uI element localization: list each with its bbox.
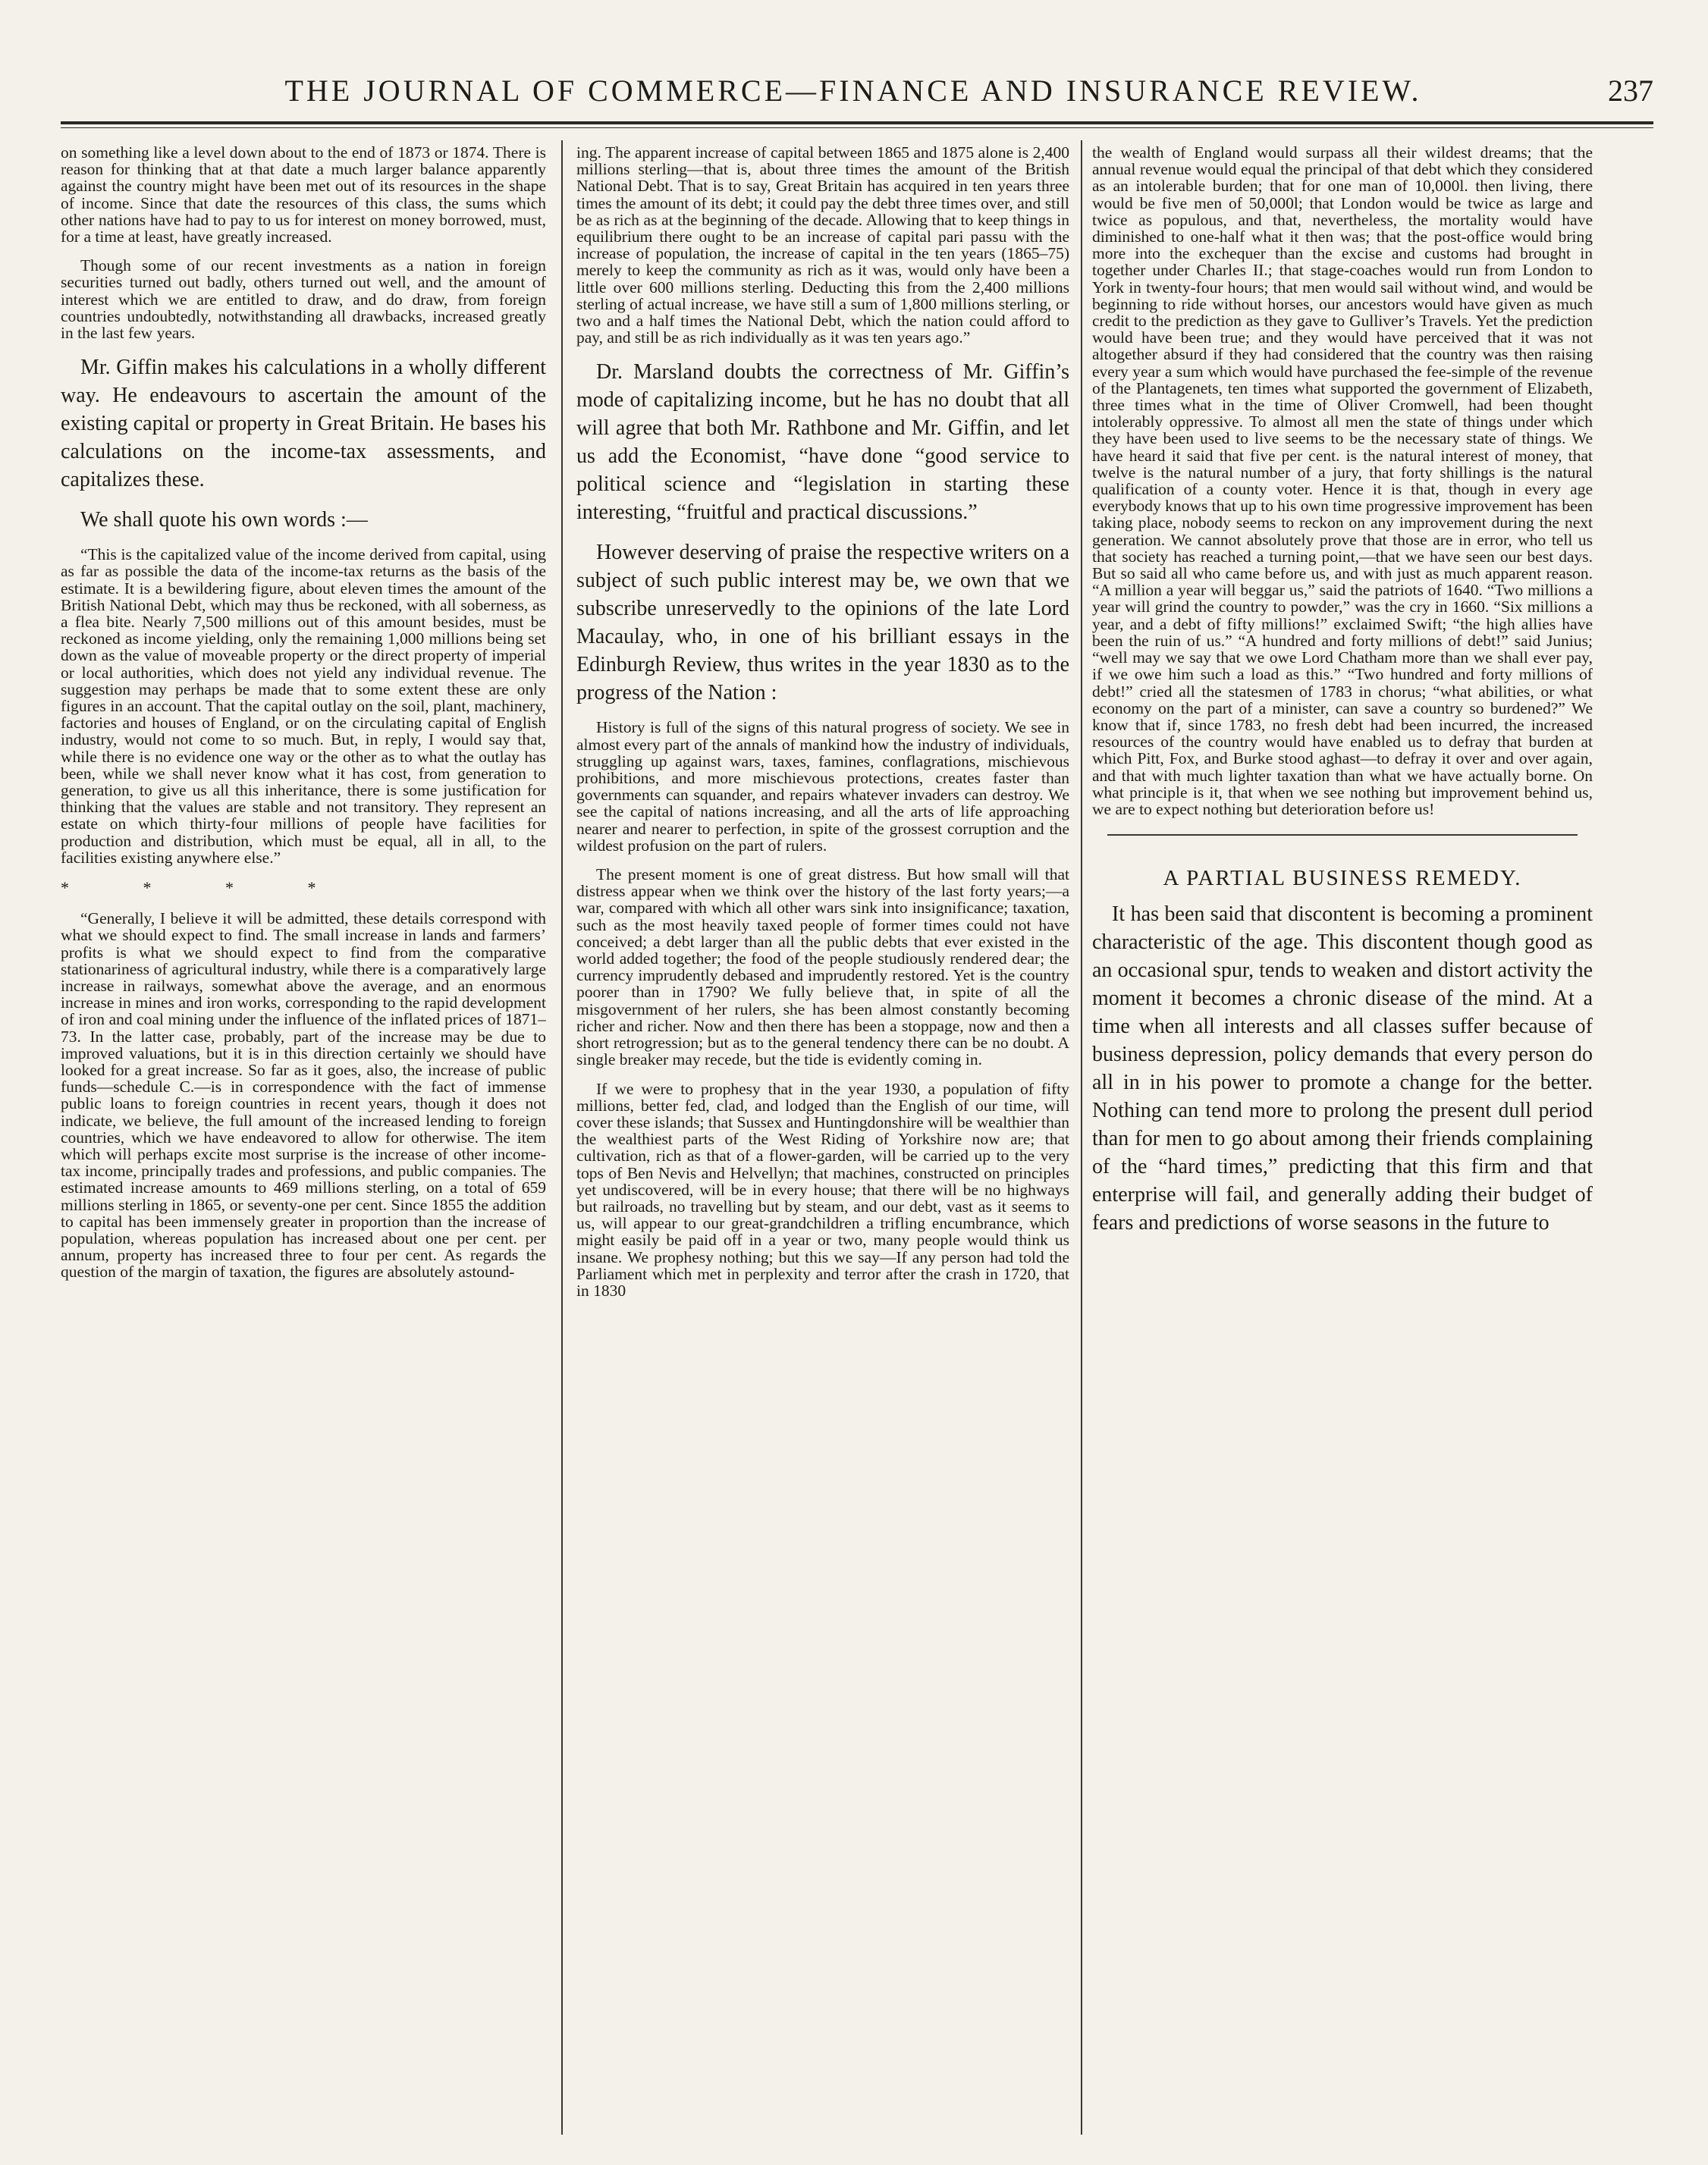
paragraph: Mr. Giffin makes his calculations in a wholly different way. He endeavours to ascertain the amount of the existing capital or property in Great Britain. He bases his calculations on the income-tax assessments, and capitalizes these. <box>61 356 546 492</box>
quotation: the wealth of England would surpass all their wildest dreams; that the annual revenue would equal the principal of that debt which they considered as an intolerable burden; that for one man of 10,000l. then living, there would be five men of 50,000l; that London would be twice as large and twice as populous, and that, nevertheless, the mortality would have diminished to one-half what it then was; that the post-office would bring more into the exchequer than the excise and customs had brought in together under Charles II.; that stage-coaches would run from London to York in twenty-four hours; that men would sail without wind, and would be beginning to ride without horses, our ancestors would have given as much credit to the prediction as they gave to Gulliver’s Travels. Yet the prediction would have been true; and they would have perceived that it was not altogether absurd if they had considered that the country was then raising every year a sum which would have purchased the fee-simple of the revenue of the Plantagenets, ten times what supported the government of Elizabeth, three times what in the time of Oliver Cromwell, had been thought intolerably oppressive. To almost all men the state of things under which they have been used to live seems to be the necessary state of things. We have heard it said that five per cent. is the natural interest of money, that twelve is the natural number of a jury, that forty shillings is the natural qualification of a county voter. Hence it is that, though in every age everybody knows that up to his own time progressive improvement has been taking place, nobody seems to reckon on any improvement during the next generation. We cannot absolutely prove that those are in error, who tell us that society has reached a turning point,—that we have seen our best days. But so said all who came before us, and with just as much apparent reason. “A million a year will beggar us,” said the patriots of 1640. “Two millions a year will grind the country to powder,” was the cry in 1660. “Six millions a year, and a debt of fifty millions!” exclaimed Swift; “the high allies have been the ruin of us.” “A hundred and forty millions of debt!” said Junius; “well may we say that we owe Lord Chatham more than we shall ever pay, if we owe him such a load as this.” “Two hundred and forty millions of debt!” cried all the statesmen of 1783 in chorus; “what abilities, or what economy on the part of a minister, can save a country so burdened?” We know that if, since 1783, no fresh debt had been incurred, the increased resources of the country would have enabled us to defray that burden at which Pitt, Fox, and Burke stood aghast—to defray it over and over again, and that with much lighter taxation than what we have actually borne. On what principle is it, that when we see nothing but improvement behind us, we are to expect nothing but deterioration before us! <box>1092 144 1593 818</box>
article-heading: A PARTIAL BUSINESS REMEDY. <box>1163 866 1522 891</box>
quotation: “This is the capitalized value of the income derived from capital, using as far as possible the data of the income-tax returns as the basis of the estimate. It is a bewildering figure, about eleven times the amount of the British National Debt, which may thus be reckoned, with all soberness, as a flea bite. Nearly 7,500 millions out of this amount besides, must be reckoned as income yielding, only the remaining 1,000 millions being set down as the value of moveable property or the direct property of imperial or local authorities, which does not yield any individual revenue. The suggestion may perhaps be made that to some extent these are only figures in an account. That the capital outlay on the soil, plant, machinery, factories and houses of England, or on the circulating capital of English industry, would not come to so much. But, in reply, I would say that, while there is no evidence one way or the other as to what the outlay has been, while we shall never know what it has cost, from generation to generation, to give us all this inheritance, there is some justification for thinking that the values are stable and not transitory. They represent an estate on which thirty-four millions of people have facilities for production and distribution, which must be equal, all in all, to the facilities existing anywhere else.” <box>61 545 546 867</box>
quotation: If we were to prophesy that in the year 1930, a population of fifty millions, better fed, clad, and lodged than the English of our time, will cover these islands; that Sussex and Huntingdonshire will be wealthier than the wealthiest parts of the West Riding of Yorkshire now are; that cultivation, rich as that of a flower-garden, will be carried up to the very tops of Ben Nevis and Helvellyn; that machines, constructed on principles yet undiscovered, will be in every house; that there will be no highways but railroads, no travelling but by steam, and our debt, vast as it seems to us, will appear to our great-grandchildren a trifling encumbrance, which might easily be paid off in a year or two, many people would think us insane. We prophesy nothing; but this we say—If any person had told the Parliament which met in perplexity and terror after the crash in 1720, that in 1830 <box>576 1079 1069 1300</box>
header-rule <box>61 121 1653 124</box>
quotation: The present moment is one of great distress. But how small will that distress appear when we think over the history of the last forty years;—a war, compared with which all other wars sink into insignificance; taxation, such as the most heavily taxed people of former times could not have conceived; a debt larger than all the public debts that ever existed in the world added together; the food of the people studiously rendered dear; the currency imprudently debased and imprudently restored. Yet is the country poorer than in 1790? We fully believe that, in spite of all the misgovernment of her rulers, she has been almost constantly becoming richer and richer. Now and then there has been a stoppage, now and then a short retrogression; but as to the general tendency there can be no doubt. A single breaker may recede, but the tide is evidently coming in. <box>576 865 1069 1069</box>
column-2 <box>576 144 1069 2131</box>
column-1 <box>61 144 546 2131</box>
paragraph: on something like a level down about to the end of 1873 or 1874. There is reason for thinking that at that date a much larger balance apparently against the country might have been met out of its resources in the shape of income. Since that date the resources of this class, the sums which other nations have had to pay to us for interest on money borrowed, must, for a time at least, have greatly increased. <box>61 144 546 246</box>
quotation: ing. The apparent increase of capital between 1865 and 1875 alone is 2,400 millions sterling—that is, about three times the amount of the British National Debt. That is to say, Great Britain has acquired in ten years three times the amount of its debt; it could pay the debt three times over, and still be as rich as at the beginning of the decade. Allowing that to keep things in equilibrium there ought to be an increase of capital pari passu with the increase of population, the increase of capital in the ten years (1865–75) merely to keep the community as rich as it was, would only have been a little over 600 millions sterling. Deducting this from the 2,400 millions sterling of actual increase, we have still a sum of 1,800 millions sterling, or two and a half times the National Debt, which the nation could afford to pay, and still be as rich individually as it was ten years ago.” <box>576 144 1069 347</box>
header-rule-thin <box>61 127 1653 128</box>
journal-title: THE JOURNAL OF COMMERCE—FINANCE AND INSURANCE REVIEW. <box>284 74 1422 108</box>
page-number: 237 <box>1608 74 1653 108</box>
column-divider <box>1081 140 1082 2135</box>
quotation: History is full of the signs of this natural progress of society. We see in almost every part of the annals of mankind how the industry of individuals, struggling up against wars, taxes, famines, conflagrations, mischievous prohibitions, and more mischievous protections, creates faster than governments can squander, and repairs whatever invaders can destroy. We see the capital of nations increasing, and all the arts of life approaching nearer and nearer to perfection, in spite of the grossest corruption and the wildest profusion on the part of rulers. <box>576 718 1069 855</box>
section-break: * * * * <box>61 878 351 898</box>
article-separator <box>1107 834 1578 836</box>
paragraph: We shall quote his own words :— <box>80 508 368 532</box>
column-3 <box>1092 144 1593 2131</box>
paragraph: Though some of our recent investments as a nation in foreign securities turned out badly, others turned out well, and the amount of interest which we are entitled to draw, and do draw, from foreign countries undoubtedly, notwithstanding all drawbacks, increased greatly in the last few years. <box>61 256 546 343</box>
page-header <box>53 67 1653 120</box>
paragraph: Dr. Marsland doubts the correctness of Mr. Giffin’s mode of capitalizing income, but he has no doubt that all will agree that both Mr. Rathbone and Mr. Giffin, and let us add the Economist, “have done “good service to political science and “legislation in starting these interesting, “fruitful and practical discussions.” <box>576 360 1069 525</box>
quotation: “Generally, I believe it will be admitted, these details correspond with what we should expect to find. The small increase in lands and farmers’ profits is what we should expect to find from the comparative stationariness of agricultural industry, while there is a comparatively large increase in railways, somewhat above the average, and an enormous increase in mines and iron works, corresponding to the rapid development of iron and coal mining under the influence of the inflated prices of 1871–73. In the latter case, probably, part of the increase may be due to improved valuations, but it is in this direction certainly we should have looked for a great increase. So far as it goes, also, the increase of public funds—schedule C.—is in correspondence with the fact of immense public loans to foreign countries in recent years, though it does not indicate, we believe, the full amount of the increased lending to foreign countries, which we have endeavored to allow for otherwise. The item which will perhaps excite most surprise is the increase of other income-tax income, principally trades and professions, and public companies. The estimated increase amounts to 469 millions sterling, on a total of 659 millions sterling in 1865, or seventy-one per cent. Since 1855 the addition to capital has been immensely greater in proportion than the increase of population, whereas population has increased about one per cent. per annum, property has increased three to four per cent. As regards the question of the margin of taxation, the figures are absolutely astound- <box>61 909 546 1282</box>
column-divider <box>561 140 563 2135</box>
paragraph: It has been said that discontent is becoming a prominent characteristic of the age. This discontent though good as an occasional spur, tends to weaken and distort activity the moment it becomes a chronic disease of the mind. At a time when all interests and all classes suffer because of business depression, policy demands that every person do all in in his power to promote a change for the better. Nothing can tend more to prolong the present dull period than for men to go about among their friends complaining of the “hard times,” predicting that this firm and that enterprise will fail, and generally adding their budget of fears and predictions of worse seasons in the future to <box>1092 902 1593 1235</box>
paragraph: However deserving of praise the respective writers on a subject of such public interest may be, we own that we subscribe unreservedly to the opinions of the late Lord Macaulay, who, in one of his brilliant essays in the Edinburgh Review, thus writes in the year 1830 as to the progress of the Nation : <box>576 541 1069 705</box>
